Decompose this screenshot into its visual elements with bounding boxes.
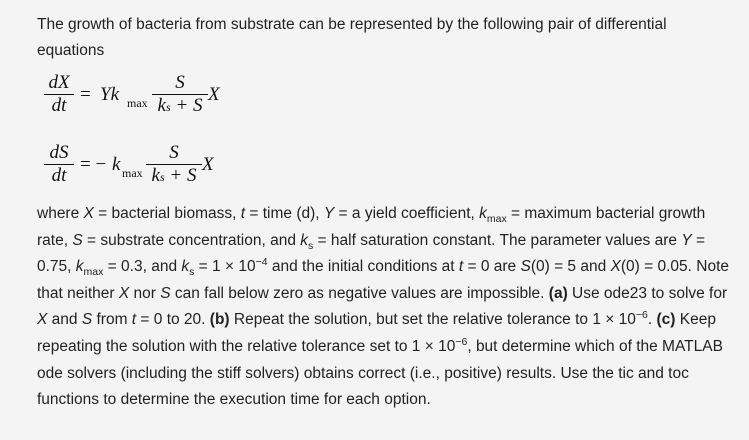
- part-b-label: (b): [209, 311, 230, 329]
- lhs-fraction: [44, 142, 74, 187]
- rate-denominator: ks + S: [157, 95, 203, 116]
- coefficient: Yk: [100, 84, 119, 105]
- equals-minus-sign: = −: [80, 154, 107, 175]
- lhs-fraction: [44, 72, 74, 117]
- equals-sign: =: [80, 84, 91, 105]
- lhs-numerator: dX: [48, 72, 70, 93]
- rate-fraction: [146, 142, 202, 187]
- part-a-label: (a): [548, 284, 568, 302]
- coefficient-subscript: max: [122, 166, 143, 180]
- coefficient-subscript: max: [127, 96, 148, 110]
- rate-numerator: S: [175, 72, 185, 93]
- rate-numerator: S: [169, 142, 179, 163]
- lhs-numerator: dS: [49, 142, 69, 163]
- coefficient: k: [112, 154, 121, 175]
- rate-denominator: ks + S: [151, 165, 197, 186]
- problem-statement: where X = bacterial biomass, t = time (d), Y = a yield coefficient, $k_{max}$ = maximum bacterial growth rate, S = substrate concentration, and $k_s$ = half saturation constant. The parameter values are Y = 0.75, $k_{max} = 0.3$, and $k_s = 1 \times 10^{-4}$ and the initial conditions at t = 0 are S(0) = 5 and X(0) = 0.05. Note that neither X nor S can fall below zero as negative values are impossible. (a) Use ode23 to solve for X and S from t = 0 to 20. (b) Repeat the solution, but set the relative tolerance to $1 \times 10^{-6}$. (c) Keep repeating the solution with the relative tolerance set to $1 \times 10^{-6}$, but determine which of the MATLAB ode solvers (including the stiff solvers) obtains correct (i.e., positive) results. Use the tic and toc functions to determine the execution time for each option.: [37, 205, 730, 409]
- lhs-denominator: dt: [51, 95, 67, 116]
- tail-variable: X: [208, 84, 220, 105]
- lhs-denominator: dt: [51, 165, 67, 186]
- part-c-label: (c): [656, 311, 676, 329]
- rate-fraction: [152, 72, 208, 117]
- tail-variable: X: [202, 154, 214, 175]
- intro-text: The growth of bacteria from substrate can be represented by the following pair of differential equations: [37, 16, 667, 59]
